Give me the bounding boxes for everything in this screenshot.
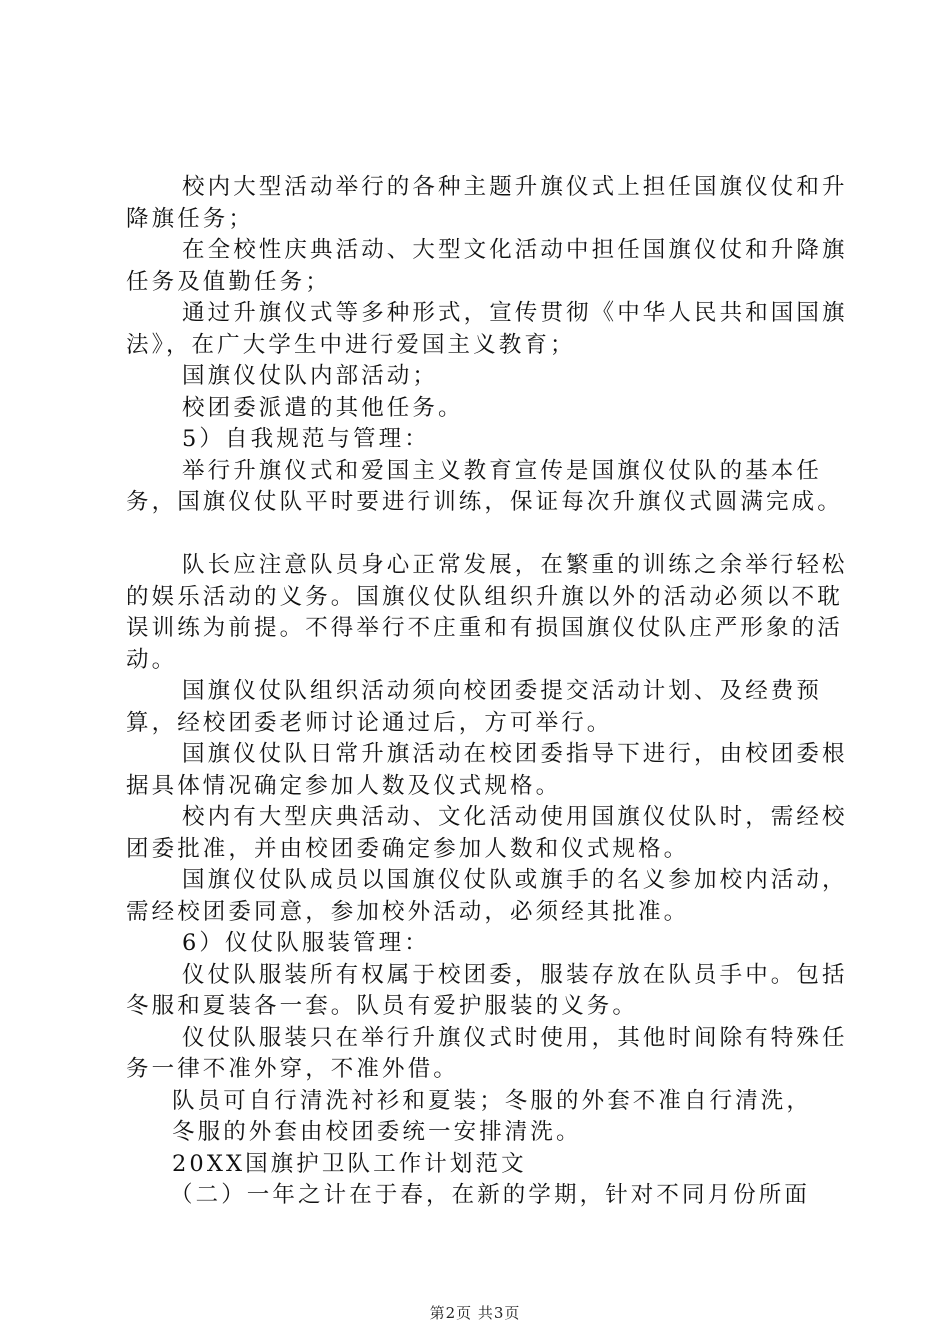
paragraph-large-events: 校内有大型庆典活动、文化活动使用国旗仪仗队时，需经校团委批准，并由校团委确定参加人数和仪式规格。 (126, 804, 848, 862)
paragraph-internal-activities: 国旗仪仗队内部活动； (182, 363, 439, 389)
paragraph-uniform-usage: 仪仗队服装只在举行升旗仪式时使用，其他时间除有特殊任务一律不准外穿，不准外借。 (126, 1024, 848, 1082)
paragraph-flag-ceremony-duties: 校内大型活动举行的各种主题升旗仪式上担任国旗仪仗和升降旗任务； (126, 174, 848, 232)
paragraph-basic-tasks: 举行升旗仪式和爱国主义教育宣传是国旗仪仗队的基本任务，国旗仪仗队平时要进行训练，保证每次升旗仪式圆满完成。 (126, 457, 843, 515)
section-heading-uniform-management: 6）仪仗队服装管理： (182, 930, 430, 956)
document-subtitle: 20XX国旗护卫队工作计划范文 (172, 1150, 527, 1177)
paragraph-captain-duties: 队长应注意队员身心正常发展，在繁重的训练之余举行轻松的娱乐活动的义务。国旗仪仗队组织升旗以外的活动必须以不耽误训练为前提。不得举行不庄重和有损国旗仪仗队庄严形象的活动。 (126, 552, 848, 673)
paragraph-celebration-duties: 在全校性庆典活动、大型文化活动中担任国旗仪仗和升降旗任务及值勤任务； (126, 237, 848, 295)
paragraph-flag-law-education: 通过升旗仪式等多种形式，宣传贯彻《中华人民共和国国旗法》，在广大学生中进行爱国主义教育； (126, 300, 848, 358)
paragraph-activity-plan: 国旗仪仗队组织活动须向校团委提交活动计划、及经费预算，经校团委老师讨论通过后，方可举行。 (126, 678, 823, 736)
paragraph-washing-rules: 队员可自行清洗衬衫和夏装；冬服的外套不准自行清洗， (172, 1087, 813, 1114)
page-number-footer: 第2页 共3页 (429, 1304, 521, 1322)
section-heading-self-management: 5）自我规范与管理： (182, 426, 430, 452)
paragraph-coat-washing: 冬服的外套由校团委统一安排清洗。 (172, 1119, 582, 1145)
paragraph-daily-flag-raising: 国旗仪仗队日常升旗活动在校团委指导下进行，由校团委根据具体情况确定参加人数及仪式规格。 (126, 741, 848, 799)
paragraph-new-semester: （二）一年之计在于春，在新的学期，针对不同月份所面 (170, 1182, 811, 1208)
paragraph-other-tasks: 校团委派遣的其他任务。 (182, 394, 464, 421)
document-body (126, 172, 850, 1212)
paragraph-member-participation: 国旗仪仗队成员以国旗仪仗队或旗手的名义参加校内活动，需经校团委同意，参加校外活动，必须经其批准。 (126, 867, 848, 925)
paragraph-uniform-ownership: 仪仗队服装所有权属于校团委，服装存放在队员手中。包括冬服和夏装各一套。队员有爱护服装的义务。 (126, 961, 848, 1019)
